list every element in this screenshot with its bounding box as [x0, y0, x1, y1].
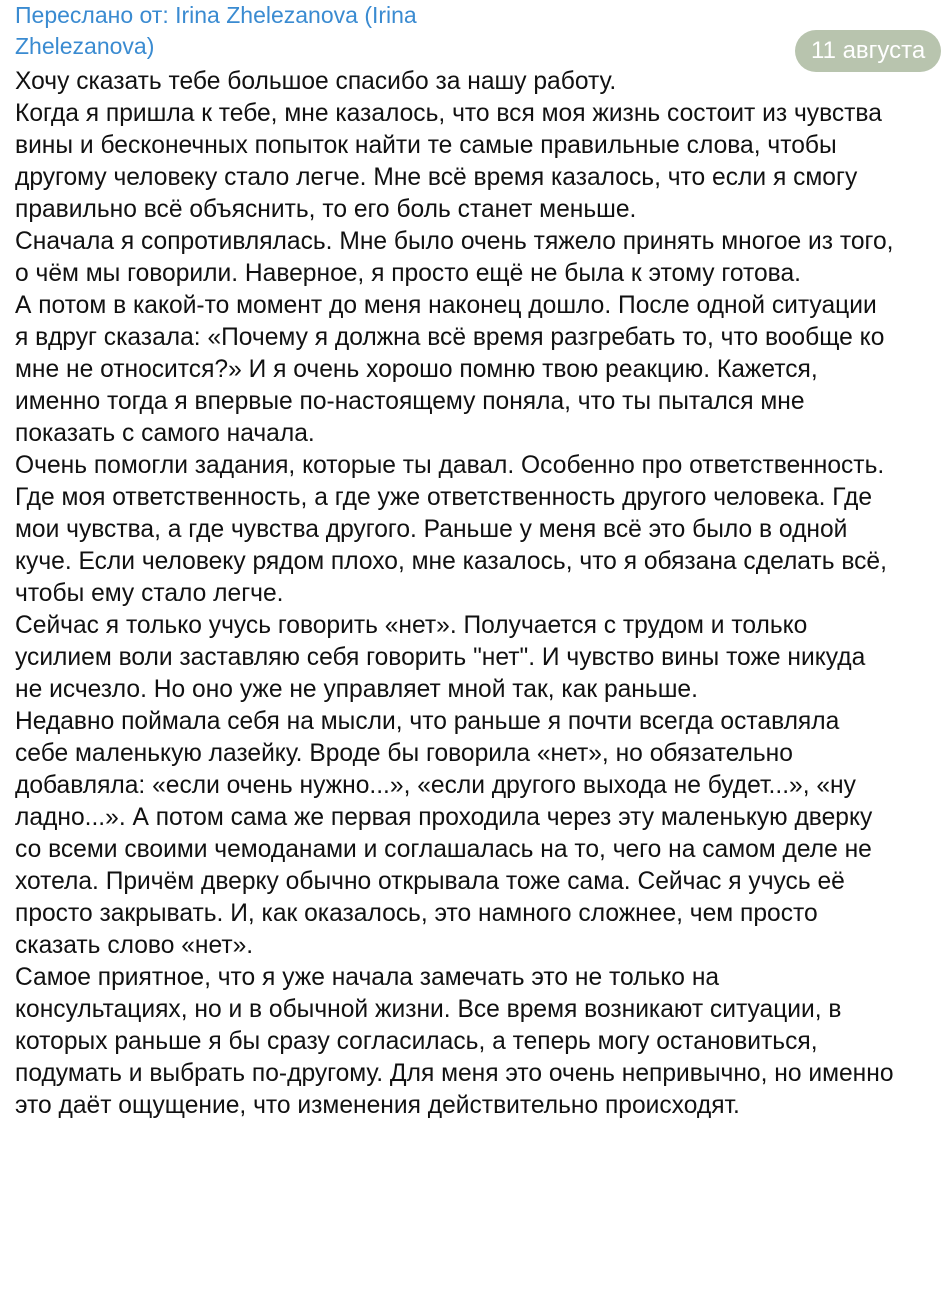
message-body [15, 62, 895, 1122]
message-paragraph: Когда я пришла к тебе, мне казалось, что вся моя жизнь состоит из чувства вины и бесконечных попыток найти те самые правильные слова, чтобы другому человеку стало легче. Мне всё время казалось, что если я смогу правильно всё объяснить, то его боль станет меньше. [15, 100, 882, 223]
message-paragraph: А потом в какой-то момент до меня наконец дошло. После одной ситуации я вдруг сказала: «Почему я должна всё время разгребать то, что вообще ко мне не относится?» И я очень хорошо помню твою реакцию. Кажется, именно тогда я впервые по-настоящему поняла, что ты пытался мне показать с самого начала. [15, 292, 885, 447]
message-paragraph: Сейчас я только учусь говорить «нет». Получается с трудом и только усилием воли заставляю себя говорить "нет". И чувство вины тоже никуда не исчезло. Но оно уже не управляет мной так, как раньше. [15, 612, 866, 703]
message-paragraph: Сначала я сопротивлялась. Мне было очень тяжело принять многое из того, о чём мы говорили. Наверное, я просто ещё не была к этому готова. [15, 228, 894, 287]
forwarded-from-link[interactable]: Переслано от: Irina Zhelezanova (Irina Zhelezanova) [15, 2, 417, 59]
message-paragraph: Недавно поймала себя на мысли, что раньше я почти всегда оставляла себе маленькую лазейку. Вроде бы говорила «нет», но обязательно добавляла: «если очень нужно...», «если другого выхода не будет...», «ну ладно...». А потом сама же первая проходила через эту маленькую дверку со всеми своими чемоданами и соглашалась на то, чего на самом деле не хотела. Причём дверку обычно открывала тоже сама. Сейчас я учусь её просто закрывать. И, как оказалось, это намного сложнее, чем просто сказать слово «нет». [15, 708, 873, 959]
message-paragraph: Самое приятное, что я уже начала замечать это не только на консультациях, но и в обычной жизни. Все время возникают ситуации, в которых раньше я бы сразу согласилась, а теперь могу остановиться, подумать и выбрать по-другому. Для меня это очень непривычно, но именно это даёт ощущение, что изменения действительно происходят. [15, 964, 894, 1119]
message-paragraph: Хочу сказать тебе большое спасибо за нашу работу. [15, 68, 617, 95]
message-paragraph: Очень помогли задания, которые ты давал. Особенно про ответственность. Где моя ответственность, а где уже ответственность другого человека. Где мои чувства, а где чувства другого. Раньше у меня всё это было в одной куче. Если человеку рядом плохо, мне казалось, что я обязана сделать всё, чтобы ему стало легче. [15, 452, 887, 607]
date-badge: 11 августа [795, 30, 941, 72]
